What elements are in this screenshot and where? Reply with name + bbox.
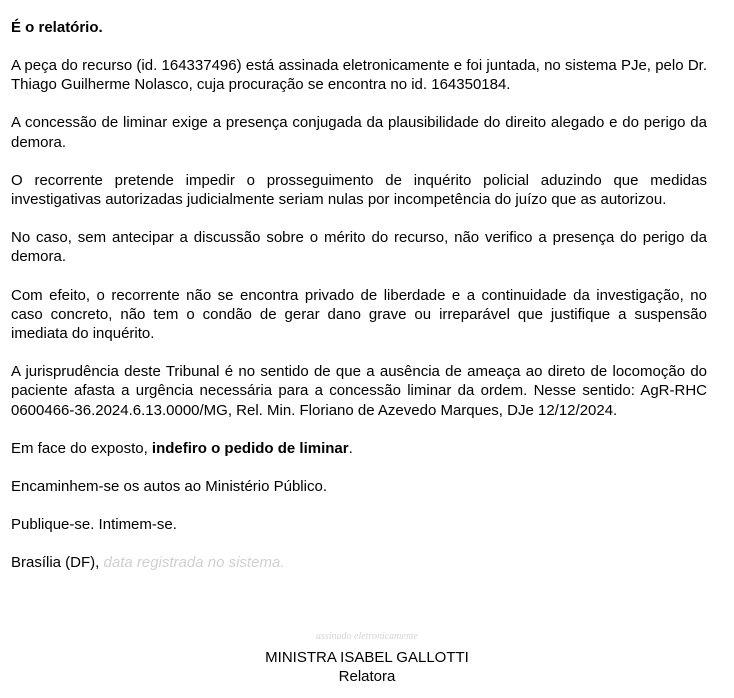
- signature-note: assinado eletronicamente: [315, 631, 419, 642]
- signer-role: Relatora: [338, 668, 396, 685]
- paragraph-8: Encaminhem-se os autos ao Ministério Público.: [11, 478, 327, 496]
- paragraph-4: No caso, sem antecipar a discussão sobre o mérito do recurso, não verifico a presença do perigo da demora.: [11, 229, 707, 266]
- decision-prefix: Em face do exposto,: [11, 439, 152, 457]
- decision-suffix: .: [348, 439, 353, 457]
- paragraph-7: [11, 439, 707, 458]
- paragraph-5: Com efeito, o recorrente não se encontra privado de liberdade e a continuidade da investigação, no caso concreto, não tem o condão de gerar dano grave ou irreparável que justifique a suspensão imediata do inquérito.: [11, 286, 707, 343]
- place-text: Brasília (DF),: [11, 554, 104, 572]
- paragraph-10: [11, 553, 707, 572]
- document-body: [11, 18, 707, 592]
- paragraph-1: A peça do recurso (id. 164337496) está assinada eletronicamente e foi juntada, no sistema PJe, pelo Dr. Thiago Guilherme Nolasco, cuja procuração se encontra no id. 164350184.: [11, 57, 707, 94]
- signer-name: MINISTRA ISABEL GALLOTTI: [265, 649, 469, 666]
- signature-block: [0, 630, 734, 686]
- decision-text: indefiro o pedido de liminar: [151, 439, 349, 457]
- date-placeholder: data registrada no sistema.: [103, 554, 285, 572]
- paragraph-6: A jurisprudência deste Tribunal é no sentido de que a ausência de ameaça ao direto de locomoção do paciente afasta a urgência necessária para a concessão liminar da ordem. Nesse sentido: AgR-RHC 0600466-36.2024.6.13.0000/MG, Rel. Min. Floriano de Azevedo Marques, DJe 12/12/2024.: [11, 363, 707, 419]
- paragraph-3: O recorrente pretende impedir o prosseguimento de inquérito policial aduzindo que medidas investigativas autorizadas judicialmente seriam nulas por incompetência do juízo que as autorizou.: [11, 171, 707, 209]
- heading: É o relatório.: [11, 19, 103, 36]
- paragraph-9: Publique-se. Intimem-se.: [11, 516, 177, 534]
- paragraph-2: A concessão de liminar exige a presença conjugada da plausibilidade do direito alegado e do perigo da demora.: [11, 114, 707, 151]
